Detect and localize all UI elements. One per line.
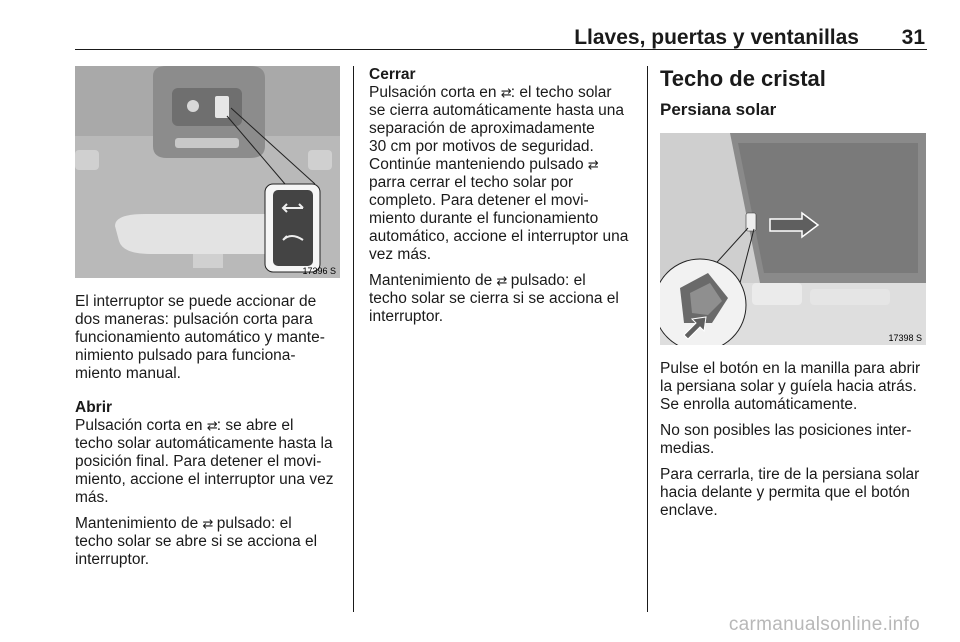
close-sunroof-icon: ⇄ bbox=[500, 85, 511, 100]
glass-roof-heading: Techo de cristal bbox=[660, 66, 826, 91]
close-paragraph: Pulsación corta en ⇄: el techo solar se cierra automáticamente hasta una separación de aproximadamente 30 cm por motivos de seguridad. Continúe manteniendo pulsado ⇄ parra cerrar el techo solar por completo. Para detener el movi- miento durante el funcionamiento automático, accione el interruptor una vez más. bbox=[369, 84, 629, 263]
open-sunroof-icon: ⇄ bbox=[206, 418, 217, 433]
page-header bbox=[75, 0, 927, 50]
section-title: Llaves, puertas y ventanillas bbox=[574, 26, 859, 49]
sunshade-paragraph-1: Pulse el botón en la manilla para abrir la persiana solar y guíela hacia atrás. Se enrolla automáticamente. bbox=[660, 360, 921, 413]
column-middle bbox=[369, 66, 641, 334]
watermark[interactable]: carmanualsonline.info bbox=[728, 614, 920, 635]
figure-label: 17398 S bbox=[888, 333, 922, 343]
open-paragraph: Pulsación corta en ⇄: se abre el techo solar automáticamente hasta la posición final. Para detener el movi- miento, accione el interruptor una vez más. bbox=[75, 417, 334, 506]
sunroof-switch-illustration bbox=[75, 66, 340, 278]
sunshade-paragraph-3: Para cerrarla, tire de la persiana solar hacia delante y permita que el botón enclave. bbox=[660, 466, 920, 519]
open-hold-paragraph: Mantenimiento de ⇄ pulsado: el techo solar se abre si se acciona el interruptor. bbox=[75, 515, 318, 568]
sunroof-switch-figure bbox=[75, 66, 340, 278]
column-right-top bbox=[660, 64, 930, 130]
open-sunroof-icon: ⇄ bbox=[202, 516, 213, 531]
figure-label: 17396 S bbox=[302, 266, 336, 276]
column-divider bbox=[647, 66, 648, 612]
sunshade-subheading: Persiana solar bbox=[660, 100, 777, 119]
page-number: 31 bbox=[901, 26, 925, 49]
column-right-body bbox=[660, 360, 932, 528]
column-divider bbox=[353, 66, 354, 612]
open-heading: Abrir bbox=[75, 399, 113, 416]
close-sunroof-icon: ⇄ bbox=[587, 157, 598, 172]
sunshade-illustration bbox=[660, 133, 926, 345]
close-heading: Cerrar bbox=[369, 66, 416, 83]
sunshade-figure bbox=[660, 133, 926, 345]
intro-paragraph: El interruptor se puede accionar de dos maneras: pulsación corta para funcionamiento automático y mante- nimiento pulsado para funciona- miento manual. bbox=[75, 293, 325, 382]
close-sunroof-icon: ⇄ bbox=[496, 273, 507, 288]
sunshade-paragraph-2: No son posibles las posiciones inter- medias. bbox=[660, 422, 912, 457]
close-hold-paragraph: Mantenimiento de ⇄ pulsado: el techo solar se cierra si se acciona el interruptor. bbox=[369, 272, 619, 325]
column-left bbox=[75, 293, 345, 577]
